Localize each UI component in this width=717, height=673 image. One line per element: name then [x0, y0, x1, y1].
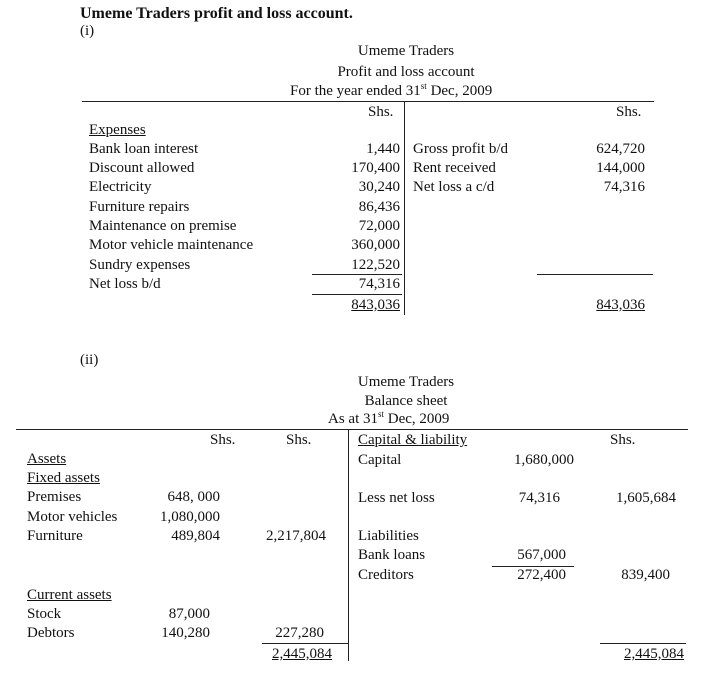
net-capital-amount: 1,605,684	[616, 490, 676, 506]
fixed-assets-heading: Fixed assets	[27, 470, 100, 486]
pl-credit-total-rule	[537, 274, 653, 275]
capital-liability-heading: Capital & liability	[358, 432, 468, 448]
liability-amount: 567,000	[517, 547, 566, 563]
liability-label: Bank loans	[358, 547, 426, 563]
fixed-asset-amount: 1,080,000	[160, 509, 220, 525]
pl-debit-subtotal-rule	[312, 274, 402, 275]
bs-shs-header-3: Shs.	[610, 432, 636, 448]
pl-title-company: Umeme Traders	[357, 43, 455, 59]
net-loss-bd-label: Net loss b/d	[89, 276, 161, 292]
capital-label: Capital	[358, 452, 402, 468]
fixed-assets-total: 2,217,804	[266, 528, 326, 544]
part-i-label: (i)	[80, 23, 95, 39]
bs-liability-total-rule	[600, 643, 686, 644]
bs-title-date: As at 31st Dec, 2009	[328, 409, 450, 427]
net-loss-bd-amount: 74,316	[358, 276, 400, 292]
gross-profit-amount: 624,720	[596, 141, 645, 157]
expense-amount: 122,520	[351, 257, 400, 273]
assets-grand-total: 2,445,084	[272, 646, 332, 662]
current-asset-label: Debtors	[27, 625, 75, 641]
part-ii-label: (ii)	[80, 352, 99, 368]
bs-center-divider	[348, 429, 349, 661]
pl-debit-shs-header: Shs.	[368, 104, 394, 120]
bs-title-company: Umeme Traders	[357, 374, 455, 390]
pl-center-divider	[404, 101, 405, 315]
pl-header-rule	[82, 101, 654, 102]
liability-side-grand-total: 2,445,084	[624, 646, 684, 662]
capital-amount: 1,680,000	[514, 452, 574, 468]
expense-label: Bank loan interest	[89, 141, 199, 157]
liabilities-total: 839,400	[621, 567, 670, 583]
expense-amount: 360,000	[351, 237, 400, 253]
rent-received-label: Rent received	[413, 160, 496, 176]
pl-credit-shs-header: Shs.	[616, 104, 642, 120]
rent-received-amount: 144,000	[596, 160, 645, 176]
current-asset-amount: 140,280	[161, 625, 210, 641]
expense-label: Electricity	[89, 179, 152, 195]
expense-amount: 86,436	[358, 199, 400, 215]
expense-label: Motor vehicle maintenance	[89, 237, 254, 253]
assets-heading: Assets	[27, 451, 67, 467]
current-assets-heading: Current assets	[27, 587, 112, 603]
bs-title-sheet: Balance sheet	[364, 393, 448, 409]
pl-credit-total: 843,036	[596, 297, 645, 313]
expense-label: Sundry expenses	[89, 257, 191, 273]
current-asset-label: Stock	[27, 606, 62, 622]
fixed-asset-label: Furniture	[27, 528, 83, 544]
current-assets-total: 227,280	[275, 625, 324, 641]
expense-label: Furniture repairs	[89, 199, 190, 215]
expense-amount: 170,400	[351, 160, 400, 176]
document-heading: Umeme Traders profit and loss account.	[80, 5, 353, 22]
bs-shs-header-2: Shs.	[286, 432, 312, 448]
expenses-heading: Expenses	[89, 122, 146, 138]
bs-liability-rule	[492, 566, 574, 567]
bs-assets-total-rule	[262, 643, 348, 644]
expense-amount: 1,440	[366, 141, 400, 157]
bs-shs-header-1: Shs.	[210, 432, 236, 448]
pl-title-account: Profit and loss account	[337, 64, 475, 80]
liability-amount: 272,400	[517, 567, 566, 583]
less-net-loss-amount: 74,316	[518, 490, 560, 506]
pl-debit-total: 843,036	[351, 297, 400, 313]
gross-profit-label: Gross profit b/d	[413, 141, 508, 157]
fixed-asset-amount: 489,804	[171, 528, 220, 544]
bs-header-rule	[16, 429, 688, 430]
liabilities-heading: Liabilities	[358, 528, 419, 544]
current-asset-amount: 87,000	[168, 606, 210, 622]
expense-amount: 30,240	[358, 179, 400, 195]
expense-label: Maintenance on premise	[89, 218, 237, 234]
expense-amount: 72,000	[358, 218, 400, 234]
expense-label: Discount allowed	[89, 160, 195, 176]
less-net-loss-label: Less net loss	[358, 490, 435, 506]
fixed-asset-label: Premises	[27, 489, 82, 505]
net-loss-cd-label: Net loss a c/d	[413, 179, 495, 195]
fixed-asset-amount: 648, 000	[167, 489, 220, 505]
fixed-asset-label: Motor vehicles	[27, 509, 118, 525]
pl-title-period: For the year ended 31st Dec, 2009	[290, 81, 493, 99]
liability-label: Creditors	[358, 567, 414, 583]
net-loss-cd-amount: 74,316	[603, 179, 645, 195]
pl-debit-total-rule	[312, 294, 402, 295]
